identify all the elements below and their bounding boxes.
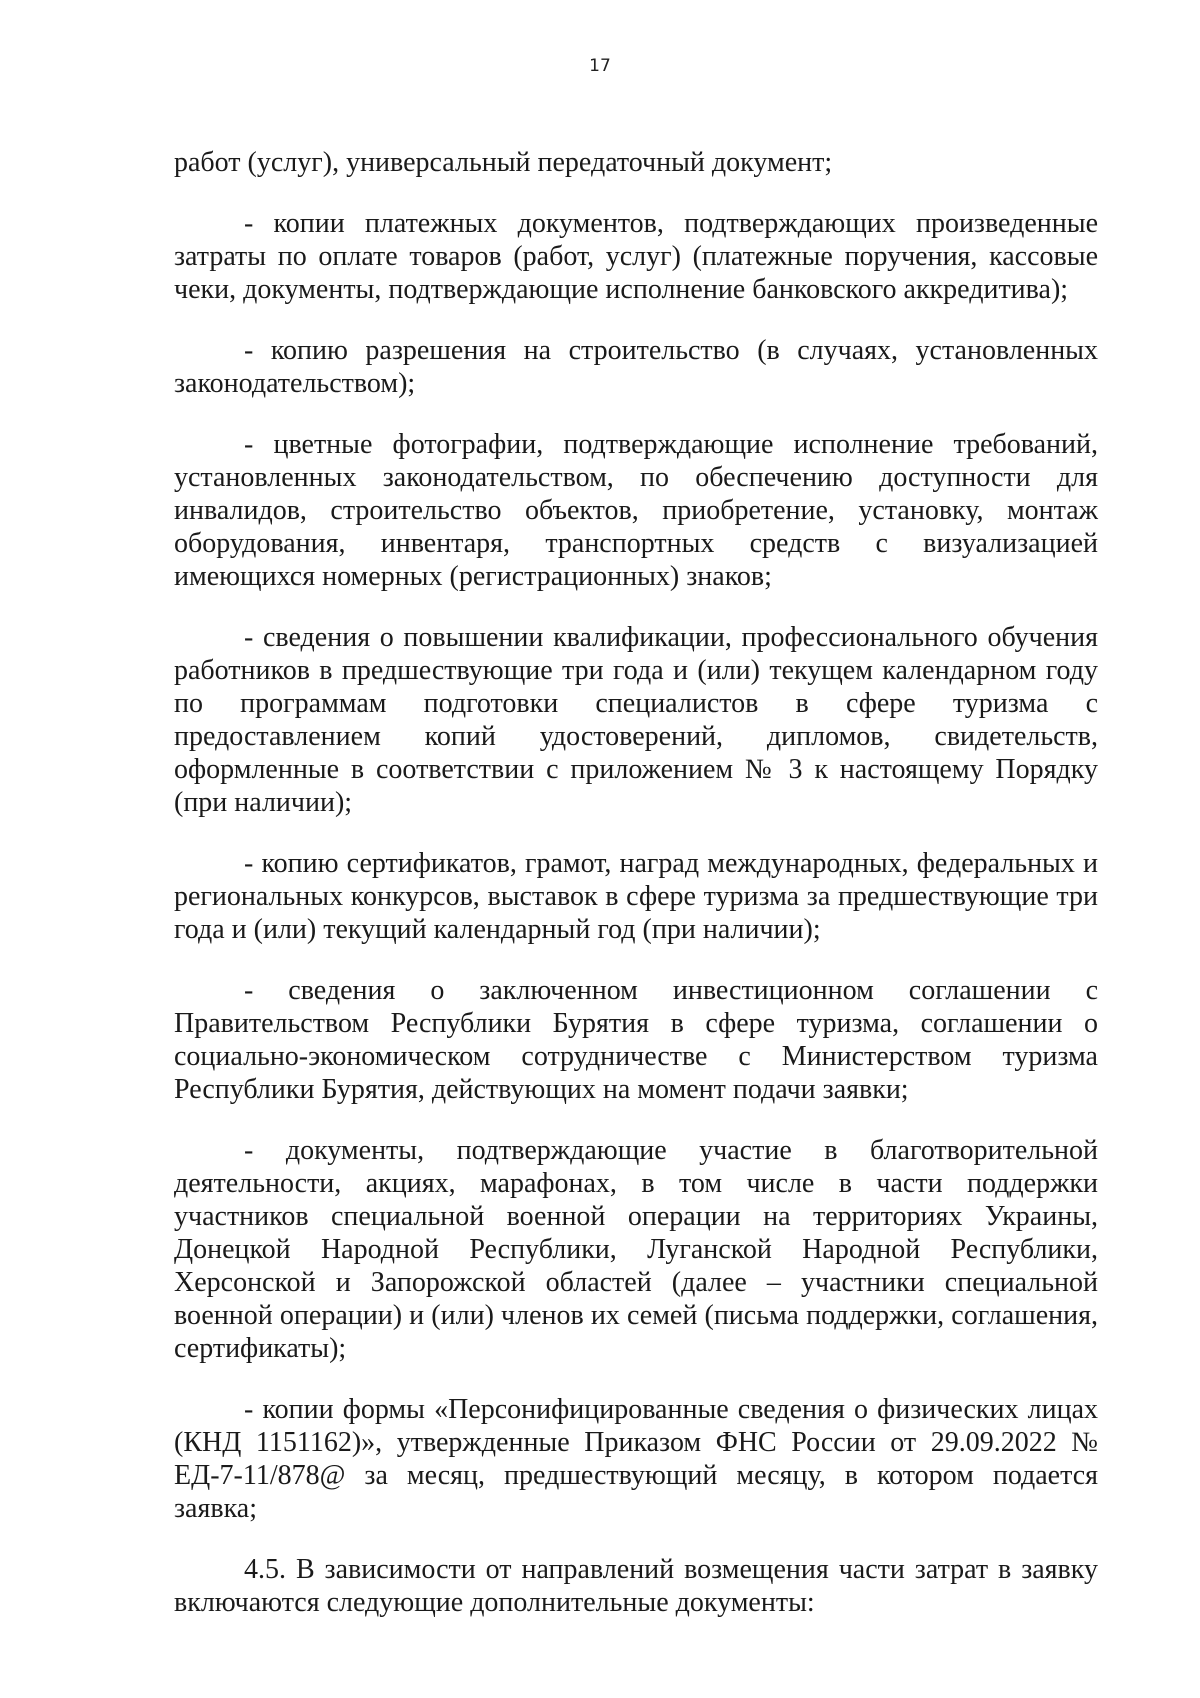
- paragraph-personified-info-form: - копии формы «Персонифицированные сведения о физических лицах (КНД 1151162)», утвержденные Приказом ФНС России от 29.09.2022 № ЕД-7-11/878@ за месяц, предшествующий месяцу, в котором подается заявка;: [174, 1394, 1098, 1524]
- paragraph-section-4-5: 4.5. В зависимости от направлений возмещения части затрат в заявку включаются следующие дополнительные документы:: [174, 1554, 1098, 1618]
- page-number: 17: [589, 56, 611, 76]
- paragraph-qualification-info: - сведения о повышении квалификации, профессионального обучения работников в предшествующие три года и (или) текущем календарном году по программам подготовки специалистов в сфере туризма с предоставлением копий удостоверений, дипломов, свидетельств, оформленные в соответствии с приложением № 3 к настоящему Порядку (при наличии);: [174, 622, 1098, 818]
- paragraph-charity-documents: - документы, подтверждающие участие в благотворительной деятельности, акциях, марафонах, в том числе в части поддержки участников специальной военной операции на территориях Украины, Донецкой Народной Республики, Луганской Народной Республики, Херсонской и Запорожской областей (далее – участники специальной военной операции) и (или) членов их семей (письма поддержки, соглашения, сертификаты);: [174, 1135, 1098, 1364]
- paragraph-continuation: работ (услуг), универсальный передаточный документ;: [174, 147, 833, 178]
- paragraph-color-photos: - цветные фотографии, подтверждающие исполнение требований, установленных законодательством, по обеспечению доступности для инвалидов, строительство объектов, приобретение, установку, монтаж оборудования, инвентаря, транспортных средств с визуализацией имеющихся номерных (регистрационных) знаков;: [174, 429, 1098, 592]
- paragraph-payment-documents: - копии платежных документов, подтверждающих произведенные затраты по оплате товаров (работ, услуг) (платежные поручения, кассовые чеки, документы, подтверждающие исполнение банковского аккредитива);: [174, 208, 1098, 305]
- paragraph-investment-agreement: - сведения о заключенном инвестиционном соглашении с Правительством Республики Бурятия в сфере туризма, соглашении о социально-экономическом сотрудничестве с Министерством туризма Республики Бурятия, действующих на момент подачи заявки;: [174, 975, 1098, 1105]
- paragraph-certificates-awards: - копию сертификатов, грамот, наград международных, федеральных и региональных конкурсов, выставок в сфере туризма за предшествующие три года и (или) текущий календарный год (при наличии);: [174, 848, 1098, 945]
- document-body: [174, 146, 1098, 1647]
- paragraph-construction-permit: - копию разрешения на строительство (в случаях, установленных законодательством);: [174, 335, 1098, 399]
